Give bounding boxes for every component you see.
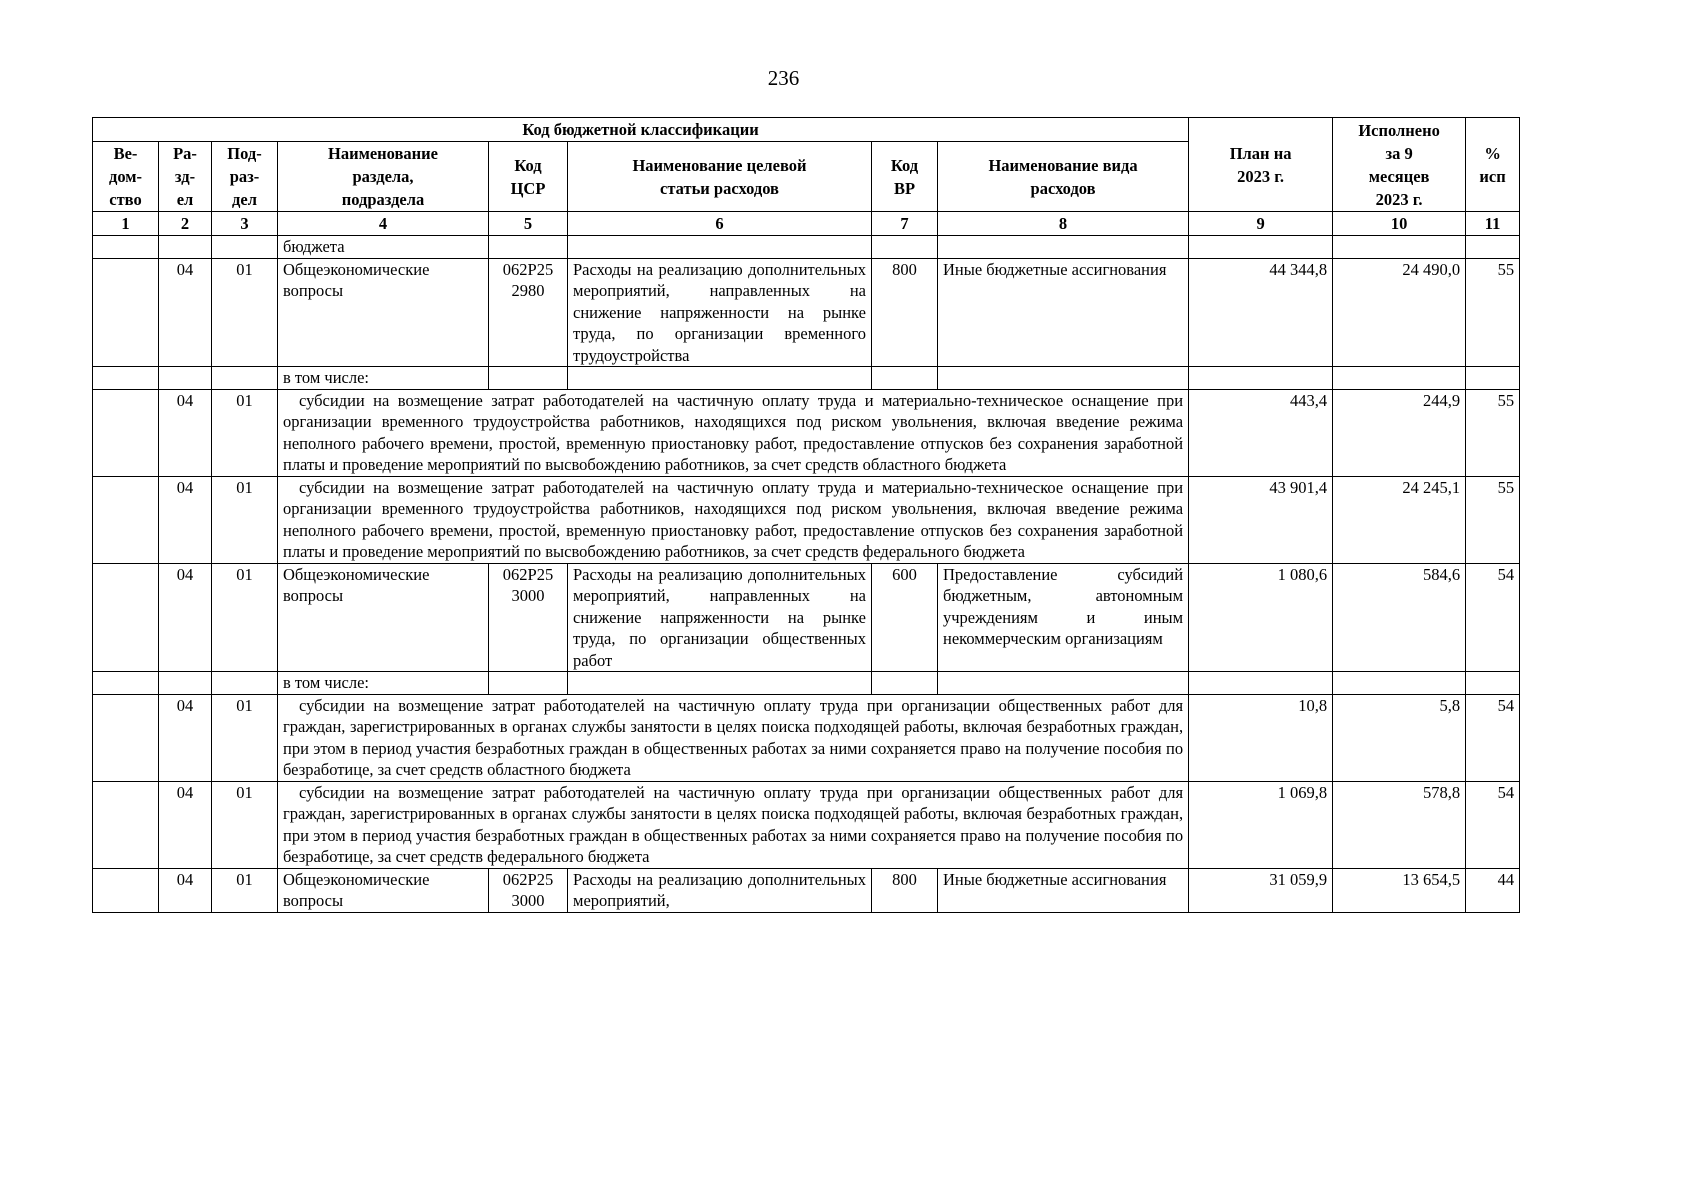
cell-subsidy-description: субсидии на возмещение затрат работодателей на частичную оплату труда при организации общественных работ для граждан, зарегистрированных в органах службы занятости в целях поиска подходящей работы, включая безработных граждан, при этом в период участия безработных граждан в общественных работах за ними сохраняется право на получение пособия по безработице, за счет средств областного бюджета [278, 694, 1189, 781]
column-number: 9 [1189, 212, 1333, 236]
cell-executed: 13 654,5 [1333, 868, 1466, 912]
header-percent: % исп [1466, 118, 1520, 212]
header-expense-type-name: Наименование вида расходов [938, 142, 1189, 212]
cell-percent: 55 [1466, 258, 1520, 367]
header-podrazdel: Под- раз- дел [212, 142, 278, 212]
cell-percent: 44 [1466, 868, 1520, 912]
header-executed: Исполнено за 9 месяцев 2023 г. [1333, 118, 1466, 212]
header-vedomstvo: Ве- дом- ство [93, 142, 159, 212]
column-number: 10 [1333, 212, 1466, 236]
table-row [93, 258, 1520, 367]
cell-percent: 55 [1466, 389, 1520, 476]
cell-target-item-name: Расходы на реализацию дополнительных мероприятий, направленных на снижение напряженности на рынке труда, по организации временного трудоустройства [568, 258, 872, 367]
cell-section-name: Общеэкономические вопросы [278, 563, 489, 672]
cell-expense-type-name: Предоставление субсидий бюджетным, автономным учреждениям и иным некоммерческим организациям [938, 563, 1189, 672]
table-row [93, 367, 1520, 390]
cell-podrazdel: 01 [212, 694, 278, 781]
table-row [93, 694, 1520, 781]
header-section-name: Наименование раздела, подраздела [278, 142, 489, 212]
cell-executed: 584,6 [1333, 563, 1466, 672]
cell-vr: 600 [872, 563, 938, 672]
header-group-row [93, 118, 1520, 142]
cell-executed: 24 490,0 [1333, 258, 1466, 367]
table-row [93, 781, 1520, 868]
cell-subsidy-description: субсидии на возмещение затрат работодателей на частичную оплату труда и материально-техническое оснащение при организации временного трудоустройства работников, находящихся под риском увольнения, включая введение режима неполного рабочего времени, простой, временную приостановку работ, предоставление отпусков без сохранения заработной платы и проведение мероприятий по высвобождению работников, за счет средств областного бюджета [278, 389, 1189, 476]
cell-executed: 24 245,1 [1333, 476, 1466, 563]
cell-razdel: 04 [159, 258, 212, 367]
header-vr: Код ВР [872, 142, 938, 212]
table-row [93, 389, 1520, 476]
cell-section-name: Общеэкономические вопросы [278, 258, 489, 367]
cell-csr: 062Р25 3000 [489, 868, 568, 912]
header-target-item-name: Наименование целевой статьи расходов [568, 142, 872, 212]
cell-podrazdel: 01 [212, 868, 278, 912]
cell-target-item-name: Расходы на реализацию дополнительных мероприятий, направленных на снижение напряженности на рынке труда, по организации общественных работ [568, 563, 872, 672]
cell-razdel: 04 [159, 563, 212, 672]
cell-plan: 43 901,4 [1189, 476, 1333, 563]
column-number: 1 [93, 212, 159, 236]
table-row [93, 236, 1520, 259]
cell-percent: 55 [1466, 476, 1520, 563]
budget-table [92, 117, 1520, 913]
cell-percent: 54 [1466, 781, 1520, 868]
cell-razdel: 04 [159, 694, 212, 781]
cell-csr: 062Р25 3000 [489, 563, 568, 672]
cell-executed: 244,9 [1333, 389, 1466, 476]
cell-podrazdel: 01 [212, 781, 278, 868]
table-row [93, 563, 1520, 672]
column-number: 8 [938, 212, 1189, 236]
cell-vr: 800 [872, 258, 938, 367]
cell-vr: 800 [872, 868, 938, 912]
row-text: в том числе: [278, 672, 489, 695]
page-number: 236 [767, 66, 800, 90]
column-number: 6 [568, 212, 872, 236]
cell-executed: 5,8 [1333, 694, 1466, 781]
cell-subsidy-description: субсидии на возмещение затрат работодателей на частичную оплату труда при организации общественных работ для граждан, зарегистрированных в органах службы занятости в целях поиска подходящей работы, включая безработных граждан, при этом в период участия безработных граждан в общественных работах за ними сохраняется право на получение пособия по безработице, за счет средств федерального бюджета [278, 781, 1189, 868]
row-text: бюджета [278, 236, 489, 259]
cell-plan: 31 059,9 [1189, 868, 1333, 912]
cell-percent: 54 [1466, 563, 1520, 672]
cell-plan: 443,4 [1189, 389, 1333, 476]
cell-plan: 10,8 [1189, 694, 1333, 781]
column-number: 7 [872, 212, 938, 236]
column-number: 4 [278, 212, 489, 236]
cell-section-name: Общеэкономические вопросы [278, 868, 489, 912]
column-number: 5 [489, 212, 568, 236]
column-number: 11 [1466, 212, 1520, 236]
cell-plan: 44 344,8 [1189, 258, 1333, 367]
cell-razdel: 04 [159, 868, 212, 912]
table-row [93, 476, 1520, 563]
cell-expense-type-name: Иные бюджетные ассигнования [938, 258, 1189, 367]
header-budget-code: Код бюджетной классификации [93, 118, 1189, 142]
table-row [93, 868, 1520, 912]
cell-plan: 1 080,6 [1189, 563, 1333, 672]
cell-subsidy-description: субсидии на возмещение затрат работодателей на частичную оплату труда и материально-техническое оснащение при организации временного трудоустройства работников, находящихся под риском увольнения, включая введение режима неполного рабочего времени, простой, временную приостановку работ, предоставление отпусков без сохранения заработной платы и проведение мероприятий по высвобождению работников, за счет средств федерального бюджета [278, 476, 1189, 563]
row-text: в том числе: [278, 367, 489, 390]
cell-podrazdel: 01 [212, 389, 278, 476]
cell-plan: 1 069,8 [1189, 781, 1333, 868]
cell-csr: 062Р25 2980 [489, 258, 568, 367]
table-row [93, 672, 1520, 695]
header-csr: Код ЦСР [489, 142, 568, 212]
column-number: 2 [159, 212, 212, 236]
cell-razdel: 04 [159, 389, 212, 476]
cell-expense-type-name: Иные бюджетные ассигнования [938, 868, 1189, 912]
header-plan: План на 2023 г. [1189, 118, 1333, 212]
cell-percent: 54 [1466, 694, 1520, 781]
cell-podrazdel: 01 [212, 258, 278, 367]
cell-target-item-name: Расходы на реализацию дополнительных мероприятий, [568, 868, 872, 912]
cell-executed: 578,8 [1333, 781, 1466, 868]
column-number-row [93, 212, 1520, 236]
cell-razdel: 04 [159, 476, 212, 563]
cell-podrazdel: 01 [212, 476, 278, 563]
cell-razdel: 04 [159, 781, 212, 868]
column-number: 3 [212, 212, 278, 236]
header-razdel: Ра- зд- ел [159, 142, 212, 212]
cell-podrazdel: 01 [212, 563, 278, 672]
